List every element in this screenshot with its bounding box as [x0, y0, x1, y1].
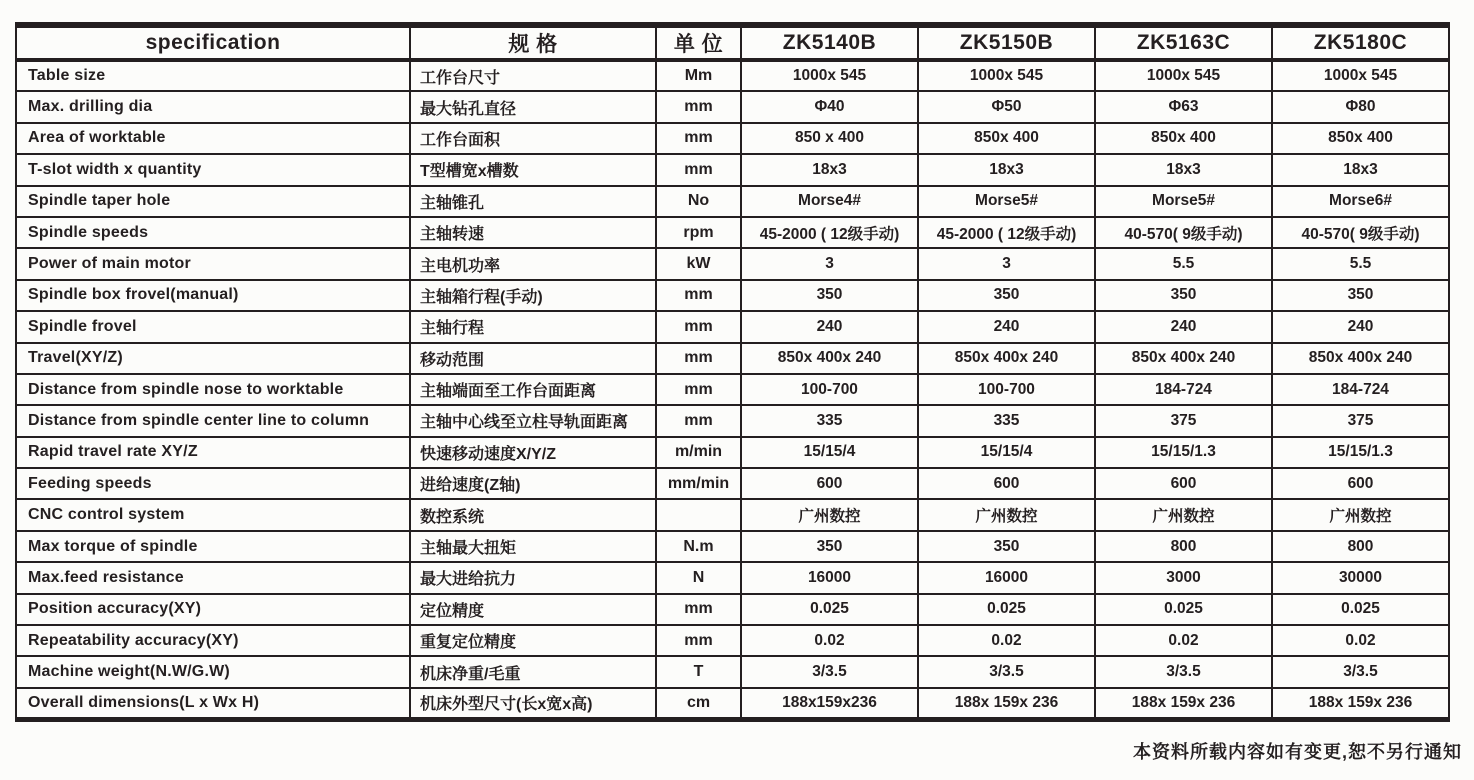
table-row: [16, 186, 1449, 217]
unit-cell: m/min: [656, 437, 741, 468]
value-cell: 100-700: [918, 374, 1095, 405]
value-cell: 3/3.5: [741, 656, 918, 687]
value-cell: 375: [1272, 405, 1449, 436]
value-cell: 45-2000 ( 12级手动): [741, 217, 918, 248]
spec-cn-cell: 最大进给抗力: [410, 562, 656, 593]
value-cell: 850x 400x 240: [741, 343, 918, 374]
value-cell: 0.02: [918, 625, 1095, 656]
spec-en-cell: Spindle taper hole: [16, 186, 410, 217]
unit-cell: mm: [656, 123, 741, 154]
value-cell: 184-724: [1095, 374, 1272, 405]
value-cell: Φ50: [918, 91, 1095, 122]
spec-en-cell: Rapid travel rate XY/Z: [16, 437, 410, 468]
unit-cell: mm: [656, 374, 741, 405]
spec-cn-cell: 主轴转速: [410, 217, 656, 248]
unit-cell: N: [656, 562, 741, 593]
spec-en-cell: Spindle box frovel(manual): [16, 280, 410, 311]
table-row: [16, 405, 1449, 436]
table-row: [16, 625, 1449, 656]
value-cell: 350: [918, 531, 1095, 562]
spec-en-cell: Repeatability accuracy(XY): [16, 625, 410, 656]
value-cell: Φ63: [1095, 91, 1272, 122]
value-cell: 1000x 545: [1095, 60, 1272, 91]
value-cell: 1000x 545: [918, 60, 1095, 91]
value-cell: 广州数控: [741, 499, 918, 530]
header-unit: 单 位: [656, 25, 741, 60]
value-cell: 335: [741, 405, 918, 436]
header-model-zk5140b: ZK5140B: [741, 25, 918, 60]
value-cell: 240: [918, 311, 1095, 342]
spec-en-cell: Area of worktable: [16, 123, 410, 154]
value-cell: 16000: [741, 562, 918, 593]
value-cell: 15/15/1.3: [1095, 437, 1272, 468]
value-cell: 广州数控: [1095, 499, 1272, 530]
unit-cell: mm: [656, 311, 741, 342]
value-cell: 15/15/1.3: [1272, 437, 1449, 468]
header-model-zk5180c: ZK5180C: [1272, 25, 1449, 60]
spec-cn-cell: 主电机功率: [410, 248, 656, 279]
value-cell: 5.5: [1272, 248, 1449, 279]
value-cell: 850x 400x 240: [918, 343, 1095, 374]
table-row: [16, 91, 1449, 122]
value-cell: 0.025: [741, 594, 918, 625]
value-cell: 350: [1272, 280, 1449, 311]
value-cell: 1000x 545: [1272, 60, 1449, 91]
value-cell: 0.02: [1272, 625, 1449, 656]
spec-cn-cell: 定位精度: [410, 594, 656, 625]
spec-cn-cell: 快速移动速度X/Y/Z: [410, 437, 656, 468]
value-cell: 184-724: [1272, 374, 1449, 405]
value-cell: 850x 400: [1095, 123, 1272, 154]
spec-cn-cell: 工作台尺寸: [410, 60, 656, 91]
table-row: [16, 562, 1449, 593]
value-cell: 0.025: [1272, 594, 1449, 625]
value-cell: 15/15/4: [741, 437, 918, 468]
spec-en-cell: Distance from spindle nose to worktable: [16, 374, 410, 405]
spec-table-body: [16, 60, 1449, 719]
unit-cell: mm: [656, 280, 741, 311]
table-row: [16, 123, 1449, 154]
value-cell: 45-2000 ( 12级手动): [918, 217, 1095, 248]
value-cell: 0.02: [741, 625, 918, 656]
table-row: [16, 280, 1449, 311]
value-cell: Morse5#: [918, 186, 1095, 217]
value-cell: 188x 159x 236: [1095, 688, 1272, 719]
spec-en-cell: T-slot width x quantity: [16, 154, 410, 185]
value-cell: Φ80: [1272, 91, 1449, 122]
unit-cell: mm: [656, 91, 741, 122]
spec-en-cell: Overall dimensions(L x Wx H): [16, 688, 410, 719]
spec-en-cell: Distance from spindle center line to column: [16, 405, 410, 436]
value-cell: 240: [741, 311, 918, 342]
value-cell: 0.025: [1095, 594, 1272, 625]
table-row: [16, 60, 1449, 91]
value-cell: 30000: [1272, 562, 1449, 593]
value-cell: 15/15/4: [918, 437, 1095, 468]
specification-table: [15, 22, 1450, 722]
value-cell: 3: [918, 248, 1095, 279]
spec-cn-cell: 进给速度(Z轴): [410, 468, 656, 499]
value-cell: 5.5: [1095, 248, 1272, 279]
value-cell: 240: [1095, 311, 1272, 342]
value-cell: 3/3.5: [1095, 656, 1272, 687]
table-row: [16, 217, 1449, 248]
value-cell: 18x3: [1272, 154, 1449, 185]
spec-cn-cell: 主轴中心线至立柱导轨面距离: [410, 405, 656, 436]
value-cell: 40-570( 9级手动): [1272, 217, 1449, 248]
value-cell: 188x 159x 236: [1272, 688, 1449, 719]
spec-en-cell: Feeding speeds: [16, 468, 410, 499]
value-cell: 广州数控: [918, 499, 1095, 530]
value-cell: 16000: [918, 562, 1095, 593]
unit-cell: mm: [656, 343, 741, 374]
spec-cn-cell: 最大钻孔直径: [410, 91, 656, 122]
table-row: [16, 154, 1449, 185]
unit-cell: N.m: [656, 531, 741, 562]
value-cell: 40-570( 9级手动): [1095, 217, 1272, 248]
spec-en-cell: Spindle frovel: [16, 311, 410, 342]
value-cell: 0.02: [1095, 625, 1272, 656]
unit-cell: mm/min: [656, 468, 741, 499]
spec-cn-cell: 主轴最大扭矩: [410, 531, 656, 562]
spec-cn-cell: 机床净重/毛重: [410, 656, 656, 687]
header-model-zk5163c: ZK5163C: [1095, 25, 1272, 60]
unit-cell: Mm: [656, 60, 741, 91]
value-cell: 3/3.5: [1272, 656, 1449, 687]
spec-cn-cell: 主轴箱行程(手动): [410, 280, 656, 311]
spec-en-cell: Table size: [16, 60, 410, 91]
table-row: [16, 499, 1449, 530]
value-cell: 350: [918, 280, 1095, 311]
header-spec-cn: 规 格: [410, 25, 656, 60]
unit-cell: [656, 499, 741, 530]
value-cell: 600: [1095, 468, 1272, 499]
header-model-zk5150b: ZK5150B: [918, 25, 1095, 60]
value-cell: 广州数控: [1272, 499, 1449, 530]
value-cell: 100-700: [741, 374, 918, 405]
spec-cn-cell: 移动范围: [410, 343, 656, 374]
change-disclaimer-note: 本资料所载内容如有变更,恕不另行通知: [1133, 742, 1462, 762]
value-cell: 3000: [1095, 562, 1272, 593]
value-cell: 18x3: [918, 154, 1095, 185]
value-cell: Morse6#: [1272, 186, 1449, 217]
value-cell: Morse4#: [741, 186, 918, 217]
value-cell: 600: [741, 468, 918, 499]
table-row: [16, 688, 1449, 719]
spec-en-cell: Power of main motor: [16, 248, 410, 279]
spec-en-cell: Spindle speeds: [16, 217, 410, 248]
table-row: [16, 594, 1449, 625]
header-row: [16, 25, 1449, 60]
spec-cn-cell: 重复定位精度: [410, 625, 656, 656]
value-cell: 850x 400: [918, 123, 1095, 154]
value-cell: 375: [1095, 405, 1272, 436]
value-cell: 0.025: [918, 594, 1095, 625]
spec-en-cell: Max.feed resistance: [16, 562, 410, 593]
value-cell: 3/3.5: [918, 656, 1095, 687]
value-cell: 1000x 545: [741, 60, 918, 91]
spec-en-cell: Max torque of spindle: [16, 531, 410, 562]
value-cell: 3: [741, 248, 918, 279]
spec-en-cell: Max. drilling dia: [16, 91, 410, 122]
spec-cn-cell: 机床外型尺寸(长x宽x高): [410, 688, 656, 719]
table-row: [16, 468, 1449, 499]
header-specification: specification: [16, 25, 410, 60]
value-cell: 240: [1272, 311, 1449, 342]
unit-cell: mm: [656, 405, 741, 436]
spec-en-cell: Travel(XY/Z): [16, 343, 410, 374]
value-cell: 18x3: [1095, 154, 1272, 185]
table-row: [16, 248, 1449, 279]
spec-cn-cell: 主轴端面至工作台面距离: [410, 374, 656, 405]
value-cell: 18x3: [741, 154, 918, 185]
unit-cell: mm: [656, 154, 741, 185]
value-cell: 600: [1272, 468, 1449, 499]
unit-cell: kW: [656, 248, 741, 279]
value-cell: 188x 159x 236: [918, 688, 1095, 719]
spec-cn-cell: 主轴行程: [410, 311, 656, 342]
spec-en-cell: CNC control system: [16, 499, 410, 530]
spec-en-cell: Machine weight(N.W/G.W): [16, 656, 410, 687]
value-cell: 600: [918, 468, 1095, 499]
value-cell: 800: [1095, 531, 1272, 562]
table-row: [16, 437, 1449, 468]
unit-cell: mm: [656, 625, 741, 656]
table-row: [16, 656, 1449, 687]
unit-cell: rpm: [656, 217, 741, 248]
value-cell: 850x 400x 240: [1095, 343, 1272, 374]
unit-cell: mm: [656, 594, 741, 625]
value-cell: 350: [1095, 280, 1272, 311]
value-cell: 850 x 400: [741, 123, 918, 154]
value-cell: 188x159x236: [741, 688, 918, 719]
value-cell: 350: [741, 531, 918, 562]
spec-en-cell: Position accuracy(XY): [16, 594, 410, 625]
table-row: [16, 311, 1449, 342]
value-cell: 850x 400x 240: [1272, 343, 1449, 374]
value-cell: Φ40: [741, 91, 918, 122]
table-row: [16, 531, 1449, 562]
unit-cell: No: [656, 186, 741, 217]
unit-cell: T: [656, 656, 741, 687]
value-cell: 350: [741, 280, 918, 311]
value-cell: 850x 400: [1272, 123, 1449, 154]
table-row: [16, 343, 1449, 374]
value-cell: Morse5#: [1095, 186, 1272, 217]
spec-cn-cell: 工作台面积: [410, 123, 656, 154]
value-cell: 335: [918, 405, 1095, 436]
spec-cn-cell: 主轴锥孔: [410, 186, 656, 217]
table-row: [16, 374, 1449, 405]
spec-cn-cell: T型槽宽x槽数: [410, 154, 656, 185]
unit-cell: cm: [656, 688, 741, 719]
value-cell: 800: [1272, 531, 1449, 562]
spec-cn-cell: 数控系统: [410, 499, 656, 530]
